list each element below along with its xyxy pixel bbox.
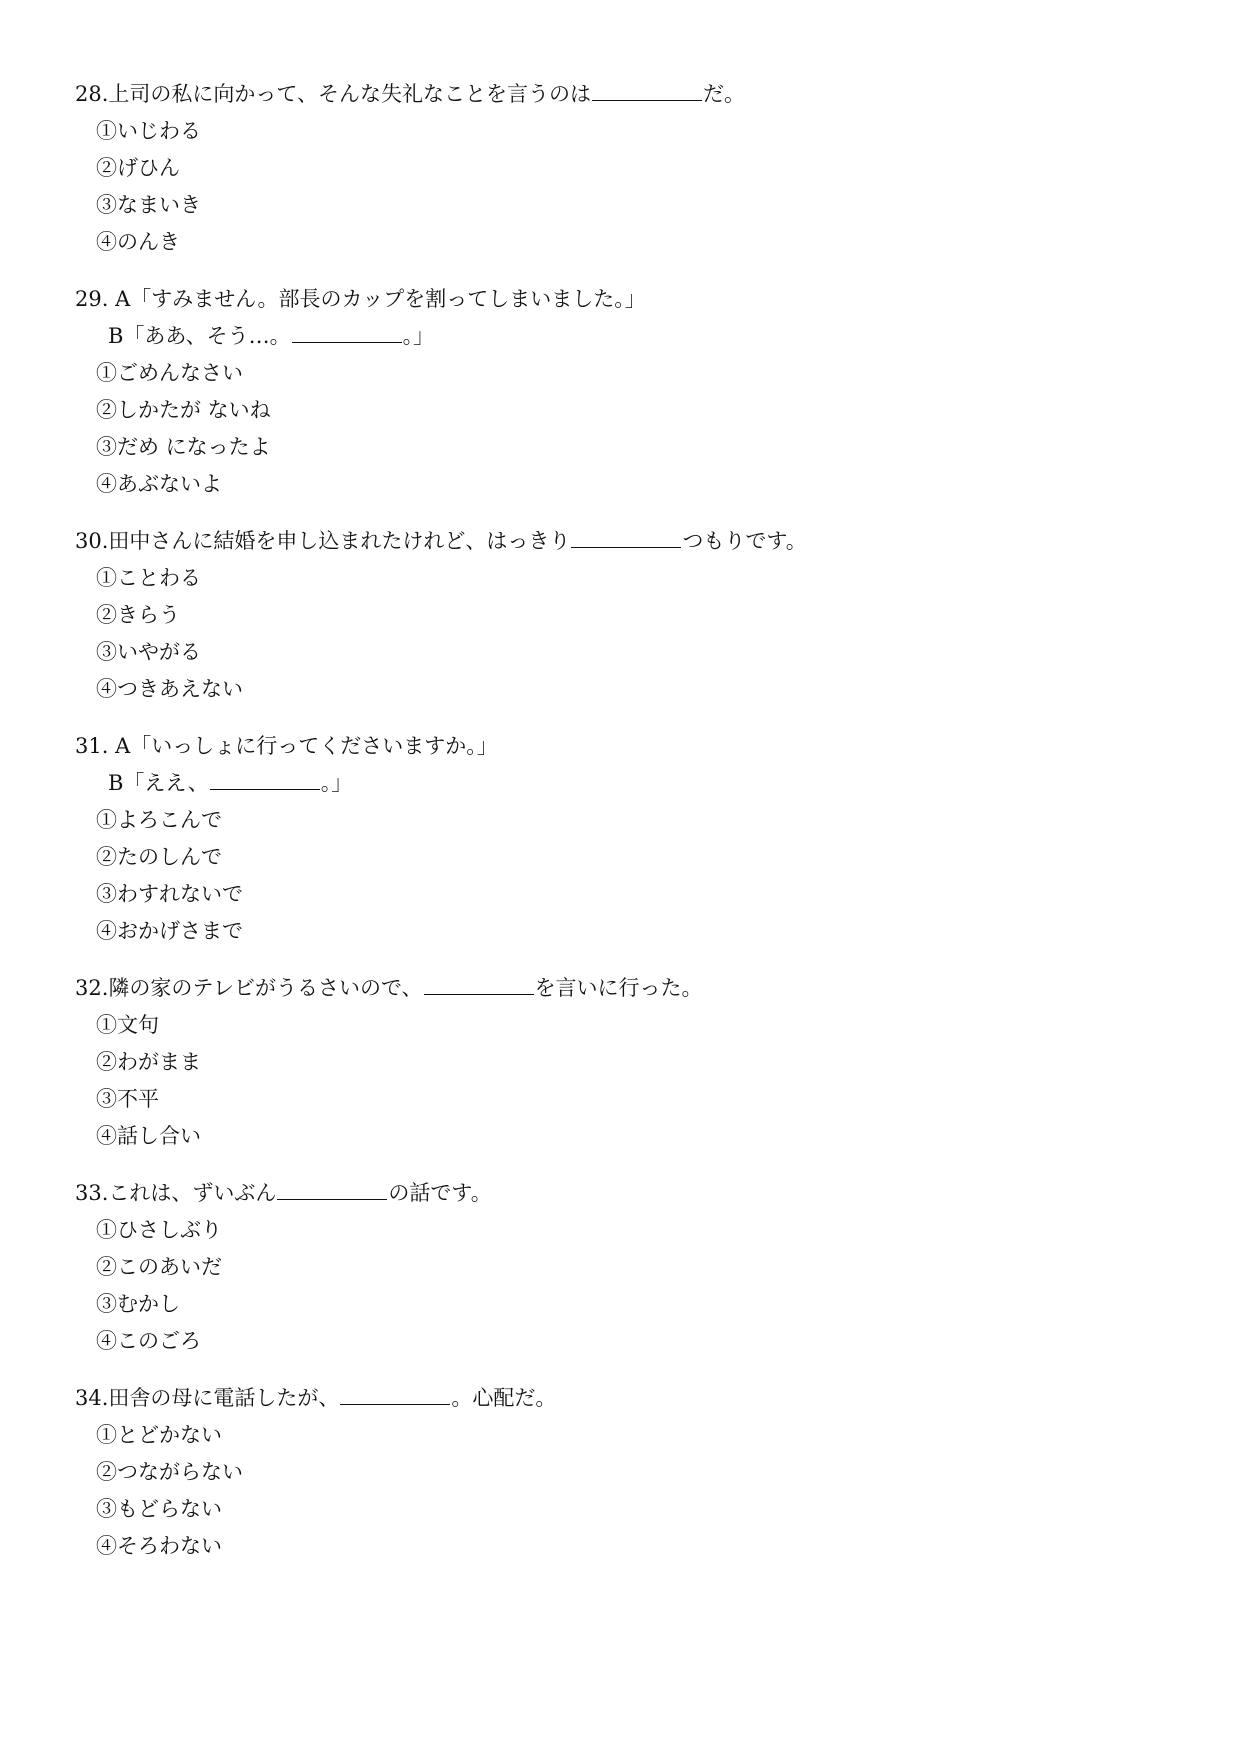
option-2[interactable]: ②きらう bbox=[96, 603, 180, 627]
stem-text: だ。 bbox=[702, 82, 745, 106]
question-stem bbox=[75, 974, 703, 1002]
stem-text: 34.田舎の母に電話したが、 bbox=[75, 1386, 340, 1410]
option-2[interactable]: ②つながらない bbox=[96, 1460, 243, 1484]
stem-text: 。」 bbox=[402, 324, 435, 348]
stem-text: 32.隣の家のテレビがうるさいので、 bbox=[75, 976, 423, 1000]
option-4[interactable]: ④あぶないよ bbox=[96, 472, 222, 496]
option-2[interactable]: ②たのしんで bbox=[96, 845, 222, 869]
stem-text: B「ええ、 bbox=[108, 771, 209, 795]
option-3[interactable]: ③むかし bbox=[96, 1292, 180, 1316]
option-1[interactable]: ①よろこんで bbox=[96, 808, 222, 832]
stem-text: B「ああ、そう…。 bbox=[108, 324, 291, 348]
option-4[interactable]: ④おかげさまで bbox=[96, 919, 243, 943]
option-2[interactable]: ②このあいだ bbox=[96, 1255, 222, 1279]
answer-blank[interactable] bbox=[592, 80, 702, 101]
answer-blank[interactable] bbox=[277, 1179, 387, 1200]
stem-text: 28.上司の私に向かって、そんな失礼なことを言うのは bbox=[75, 82, 591, 106]
dialog-line-b bbox=[108, 322, 434, 350]
option-2[interactable]: ②しかたが ないね bbox=[96, 398, 271, 422]
answer-blank[interactable] bbox=[210, 769, 320, 790]
question-stem bbox=[75, 80, 745, 108]
option-3[interactable]: ③なまいき bbox=[96, 193, 201, 217]
option-1[interactable]: ①ことわる bbox=[96, 566, 201, 590]
stem-text: 。心配だ。 bbox=[451, 1386, 557, 1410]
option-3[interactable]: ③わすれないで bbox=[96, 882, 243, 906]
option-3[interactable]: ③いやがる bbox=[96, 640, 201, 664]
option-4[interactable]: ④つきあえない bbox=[96, 677, 243, 701]
dialog-line-b bbox=[108, 769, 352, 797]
option-4[interactable]: ④話し合い bbox=[96, 1124, 201, 1148]
dialog-line-a: 29. A「すみません。部長のカップを割ってしまいました。」 bbox=[75, 287, 646, 311]
stem-text: 。」 bbox=[320, 771, 353, 795]
stem-text: の話です。 bbox=[388, 1181, 492, 1205]
stem-text: つもりです。 bbox=[682, 529, 807, 553]
option-3[interactable]: ③だめ になったよ bbox=[96, 435, 271, 459]
option-2[interactable]: ②わがまま bbox=[96, 1050, 201, 1074]
option-1[interactable]: ①文句 bbox=[96, 1013, 159, 1037]
question-stem bbox=[75, 1384, 556, 1412]
option-4[interactable]: ④このごろ bbox=[96, 1329, 201, 1353]
option-1[interactable]: ①とどかない bbox=[96, 1423, 222, 1447]
option-3[interactable]: ③不平 bbox=[96, 1087, 159, 1111]
answer-blank[interactable] bbox=[340, 1384, 450, 1405]
option-1[interactable]: ①ひさしぶり bbox=[96, 1218, 222, 1242]
stem-text: 33.これは、ずいぶん bbox=[75, 1181, 277, 1205]
option-1[interactable]: ①いじわる bbox=[96, 119, 201, 143]
answer-blank[interactable] bbox=[424, 974, 534, 995]
option-2[interactable]: ②げひん bbox=[96, 156, 180, 180]
option-1[interactable]: ①ごめんなさい bbox=[96, 361, 243, 385]
answer-blank[interactable] bbox=[292, 322, 402, 343]
option-4[interactable]: ④そろわない bbox=[96, 1534, 222, 1558]
option-4[interactable]: ④のんき bbox=[96, 230, 180, 254]
stem-text: 30.田中さんに結婚を申し込まれたけれど、はっきり bbox=[75, 529, 571, 553]
answer-blank[interactable] bbox=[571, 527, 681, 548]
question-stem bbox=[75, 527, 807, 555]
question-stem bbox=[75, 1179, 492, 1207]
stem-text: を言いに行った。 bbox=[534, 976, 703, 1000]
option-3[interactable]: ③もどらない bbox=[96, 1497, 222, 1521]
dialog-line-a: 31. A「いっしょに行ってくださいますか。」 bbox=[75, 734, 498, 758]
